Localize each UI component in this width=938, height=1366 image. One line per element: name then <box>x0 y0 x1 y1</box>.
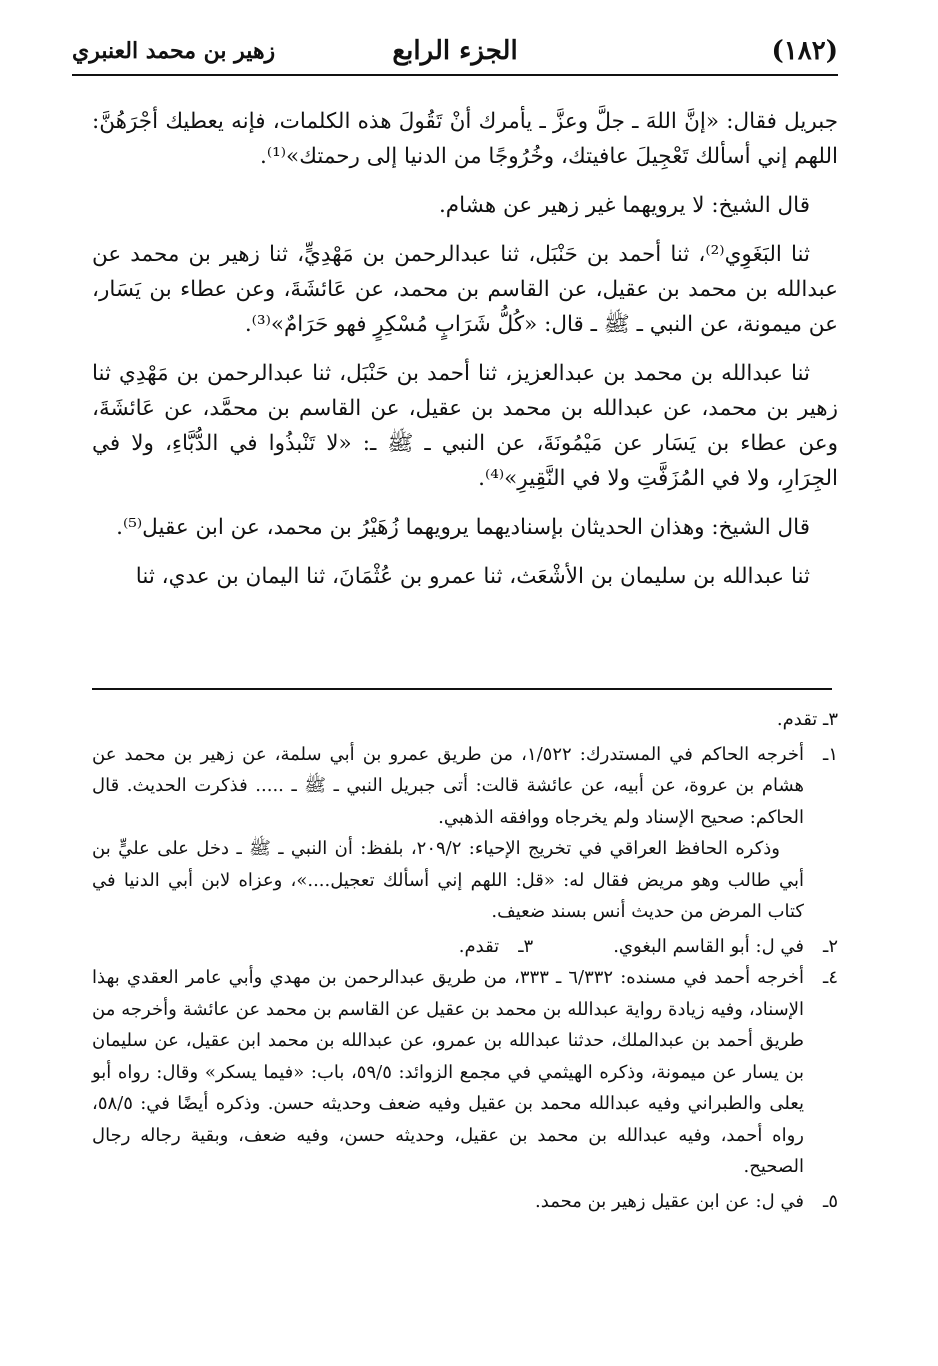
paragraph: قال الشيخ: لا يرويهما غير زهير عن هشام. <box>438 193 810 218</box>
part-title: الجزء الرابع <box>392 36 518 66</box>
footnote-number: ١ـ <box>823 743 838 765</box>
paragraph: جبريل فقال: «إنَّ اللهَ ـ جلَّ وعزَّ ـ يأمرك أنْ تَقُولَ هذه الكلمات، فإنه يعطيك أجْرَهُنَّ: اللهم إني أسألك تَعْجِيلَ عافيتك، وخُرُوجًا من الدنيا إلى رحمتك»⁽¹⁾. <box>92 109 838 169</box>
footnote-text: تقدم. <box>458 935 500 957</box>
footnote-number: ٣ـ <box>518 935 534 957</box>
paragraph: ثنا البَغَوِي⁽²⁾، ثنا أحمد بن حَنْبَل، ثنا عبدالرحمن بن مَهْدِيٍّ، ثنا زهير بن محمد عن عبدالله بن محمد بن عقيل، عن القاسم بن محمد، عن عَائشَةَ، وعن عطاء بن يَسَار، عن ميمونة، عن النبي ـ ﷺ ـ قال: «كُلُّ شَرَابٍ مُسْكِرٍ فهو حَرَامٌ»⁽³⁾. <box>92 242 838 337</box>
footnote <box>92 704 838 736</box>
footnote <box>92 1186 838 1218</box>
footnotes <box>92 704 838 1220</box>
page-header <box>72 28 838 76</box>
book-title: زهير بن محمد العنبري <box>72 38 276 64</box>
footnote-number: ٥ـ <box>823 1190 838 1212</box>
footnote-number: ٢ـ <box>823 935 838 957</box>
paragraph: قال الشيخ: وهذان الحديثان بإسناديهما يرويهما زُهَيْرُ بن محمد، عن ابن عقيل⁽⁵⁾. <box>116 515 810 540</box>
footnote <box>92 739 838 928</box>
footnote-number: ٤ـ <box>823 967 838 988</box>
footnote-text: في ل: عن ابن عقيل زهير بن محمد. <box>535 1190 804 1212</box>
paragraph: ثنا عبدالله بن محمد بن عبدالعزيز، ثنا أحمد بن حَنْبَل، ثنا عبدالرحمن بن مَهْدِي ثنا زهير بن محمد، عن عبدالله بن محمد بن عقيل، عن القاسم بن محمَّد، عن عَائشَةَ، وعن عطاء بن يَسَار عن مَيْمُونَةَ، عن النبي ـ ﷺ ـ: «لا تَنْبذُوا في الدُّبَّاءِ، ولا في الجِرَارِ، ولا في المُزَفَّتِ ولا في النَّقِيرِ»⁽⁴⁾. <box>92 361 838 491</box>
footnote-text: وذكره الحافظ العراقي في تخريج الإحياء: ٢٠٩/٢، بلفظ: أن النبي ـ ﷺ ـ دخل على عليٍّ بن أبي طالب وهو مريض فقال له: «قل: اللهم إني أسألك تعجيل....»، وعزاه لابن أبي الدنيا في كتاب المرض من حديث أنس بسند ضعيف. <box>92 838 804 922</box>
page-number: (١٨٢) <box>771 36 838 66</box>
footnote-separator <box>92 688 832 690</box>
footnote <box>92 962 838 1183</box>
footnote-text: في ل: أبو القاسم البغوي. <box>613 935 804 957</box>
main-text <box>92 104 838 608</box>
footnote <box>613 931 838 963</box>
footnote-text: أخرجه الحاكم في المستدرك: ١/٥٢٢، من طريق عمرو بن أبي سلمة، عن زهير بن محمد عن هشام بن عروة، عن أبيه، عن عائشة قالت: أتى جبريل النبي ـ ﷺ ـ ..... فذكرت الحديث. قال الحاكم: صحيح الإسناد ولم يخرجاه ووافقه الذهبي. <box>92 743 804 828</box>
footnote-text: ٣ـ تقدم. <box>776 709 838 730</box>
footnote-row <box>92 931 838 963</box>
footnote-text: أخرجه أحمد في مسنده: ٦/٣٣٢ ـ ٣٣٣، من طريق عبدالرحمن بن مهدي وأبي عامر العقدي بهذا الإسناد، وفيه زيادة رواية عبدالله بن محمد بن عقيل عن القاسم بن محمد عن عائشة وأخرجه من طريق أحمد بن عبدالملك، حدثنا عبدالله بن عمرو، عن عبدالله بن محمد ابن عقيل، عن سليمان بن يسار عن ميمونة، وذكره الهيثمي في مجمع الزوائد: ٥٩/٥، باب: «فيما يسكر» وقال: رواه أبو يعلى والطبراني وفيه عبدالله محمد بن عقيل وفيه ضعف وحديثه حسن. وذكره أيضًا في: ٥٨/٥، رواه أحمد، وفيه عبدالله بن محمد بن عقيل، وحديثه حسن، وفيه ضعف، وبقية رجاله رجال الصحيح. <box>92 967 805 1177</box>
paragraph: ثنا عبدالله بن سليمان بن الأشْعَث، ثنا عمرو بن عُثْمَانَ، ثنا اليمان بن عدي، ثنا <box>135 564 810 589</box>
footnote <box>459 931 533 963</box>
